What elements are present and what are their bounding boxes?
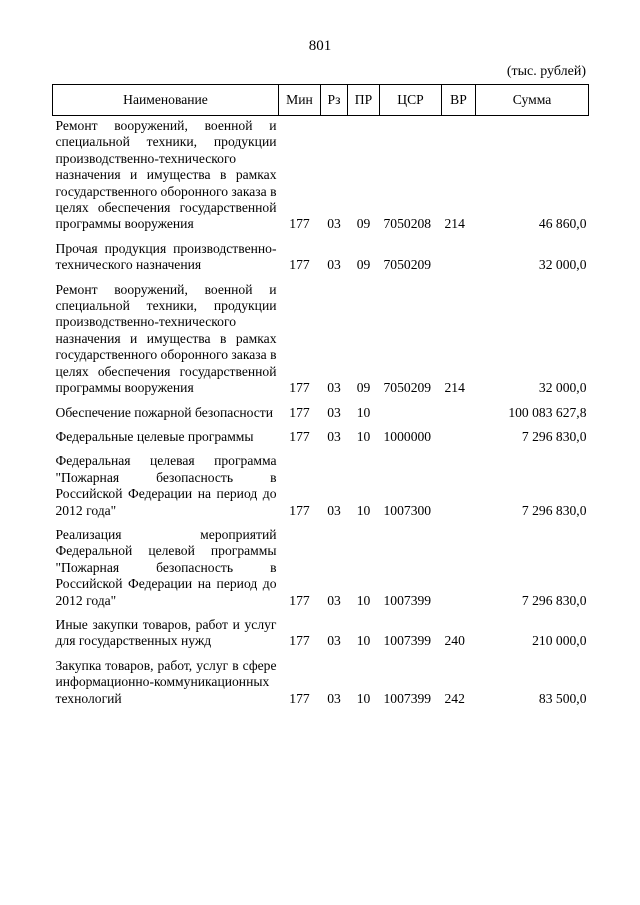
row-vr — [442, 241, 476, 282]
row-pr: 10 — [356, 404, 371, 420]
row-vr: 240 — [444, 633, 465, 649]
row-min: 177 — [289, 690, 310, 706]
row-pr: 10 — [356, 592, 371, 608]
budget-table — [52, 84, 589, 715]
row-pr: 10 — [356, 633, 371, 649]
row-name: Реализация мероприятий Федеральной целевой программы "Пожарная безопасность в Российской Федерации на период до 2012 года" — [55, 526, 277, 608]
row-name: Федеральная целевая программа "Пожарная безопасность в Российской Федерации на период до 2012 года" — [55, 453, 277, 518]
row-name: Прочая продукция производственно-технического назначения — [55, 240, 277, 273]
row-rz: 03 — [327, 428, 341, 444]
row-pr: 10 — [356, 690, 371, 706]
row-csr: 7050209 — [383, 380, 432, 396]
row-rz: 03 — [327, 633, 341, 649]
row-sum: 83 500,0 — [538, 690, 587, 706]
row-pr: 09 — [356, 380, 371, 396]
page-number: 801 — [308, 38, 332, 54]
units-label: (тыс. рублей) — [506, 64, 586, 79]
header-sum: Сумма — [476, 85, 589, 116]
row-sum: 7 296 830,0 — [521, 502, 587, 518]
row-vr: 214 — [444, 216, 465, 232]
row-min: 177 — [289, 404, 310, 420]
row-rz: 03 — [327, 216, 341, 232]
row-csr: 1007399 — [383, 592, 432, 608]
row-name: Ремонт вооружений, военной и специальной техники, продукции производственно-технического назначения и имущества в рамках государственного оборонного заказа в целях обеспечения государственной программы вооружения — [55, 281, 277, 396]
row-rz: 03 — [327, 257, 341, 273]
row-sum: 32 000,0 — [538, 380, 587, 396]
row-csr: 1007300 — [383, 502, 432, 518]
row-sum: 7 296 830,0 — [521, 428, 587, 444]
table-header — [53, 85, 589, 116]
row-rz: 03 — [327, 592, 341, 608]
row-csr: 7050208 — [383, 216, 432, 232]
row-min: 177 — [289, 380, 310, 396]
row-min: 177 — [289, 592, 310, 608]
row-name: Ремонт вооружений, военной и специальной техники, продукции производственно-технического назначения и имущества в рамках государственного оборонного заказа в целях обеспечения государственной программы вооружения — [55, 118, 277, 232]
table-row — [53, 658, 589, 715]
row-name: Обеспечение пожарной безопасности — [55, 404, 274, 420]
row-csr: 1007399 — [383, 690, 432, 706]
row-sum: 7 296 830,0 — [521, 592, 587, 608]
row-pr: 09 — [356, 216, 371, 232]
row-vr: 242 — [444, 690, 465, 706]
row-rz: 03 — [327, 690, 341, 706]
table-row — [53, 116, 589, 241]
row-min: 177 — [289, 216, 310, 232]
row-csr: 7050209 — [383, 257, 432, 273]
row-vr — [442, 527, 476, 617]
row-min: 177 — [289, 633, 310, 649]
row-sum: 210 000,0 — [532, 633, 587, 649]
row-csr: 1000000 — [383, 428, 432, 444]
header-vr: ВР — [442, 85, 476, 116]
table-body — [53, 116, 589, 716]
row-rz: 03 — [327, 380, 341, 396]
row-name: Иные закупки товаров, работ и услуг для государственных нужд — [55, 616, 277, 649]
table-row — [53, 617, 589, 658]
row-rz: 03 — [327, 502, 341, 518]
row-sum: 100 083 627,8 — [508, 404, 587, 420]
row-rz: 03 — [327, 404, 341, 420]
row-sum: 32 000,0 — [538, 257, 587, 273]
table-row — [53, 282, 589, 405]
row-vr — [442, 429, 476, 453]
row-min: 177 — [289, 428, 310, 444]
row-name: Федеральные целевые программы — [55, 428, 254, 444]
row-vr — [442, 405, 476, 429]
table-row — [53, 429, 589, 453]
table-row — [53, 527, 589, 617]
table-row — [53, 405, 589, 429]
header-csr: ЦСР — [380, 85, 442, 116]
table-row — [53, 241, 589, 282]
row-csr — [380, 405, 442, 429]
row-min: 177 — [289, 502, 310, 518]
row-vr: 214 — [444, 380, 465, 396]
header-rz: Рз — [321, 85, 348, 116]
row-min: 177 — [289, 257, 310, 273]
table-row — [53, 453, 589, 527]
row-csr: 1007399 — [383, 633, 432, 649]
row-vr — [442, 453, 476, 527]
header-name: Наименование — [53, 85, 279, 116]
header-pr: ПР — [348, 85, 380, 116]
row-name: Закупка товаров, работ, услуг в сфере информационно-коммуникационных технологий — [55, 657, 277, 706]
row-pr: 10 — [356, 502, 371, 518]
row-sum: 46 860,0 — [538, 216, 587, 232]
row-pr: 09 — [356, 257, 371, 273]
header-min: Мин — [279, 85, 321, 116]
row-pr: 10 — [356, 428, 371, 444]
